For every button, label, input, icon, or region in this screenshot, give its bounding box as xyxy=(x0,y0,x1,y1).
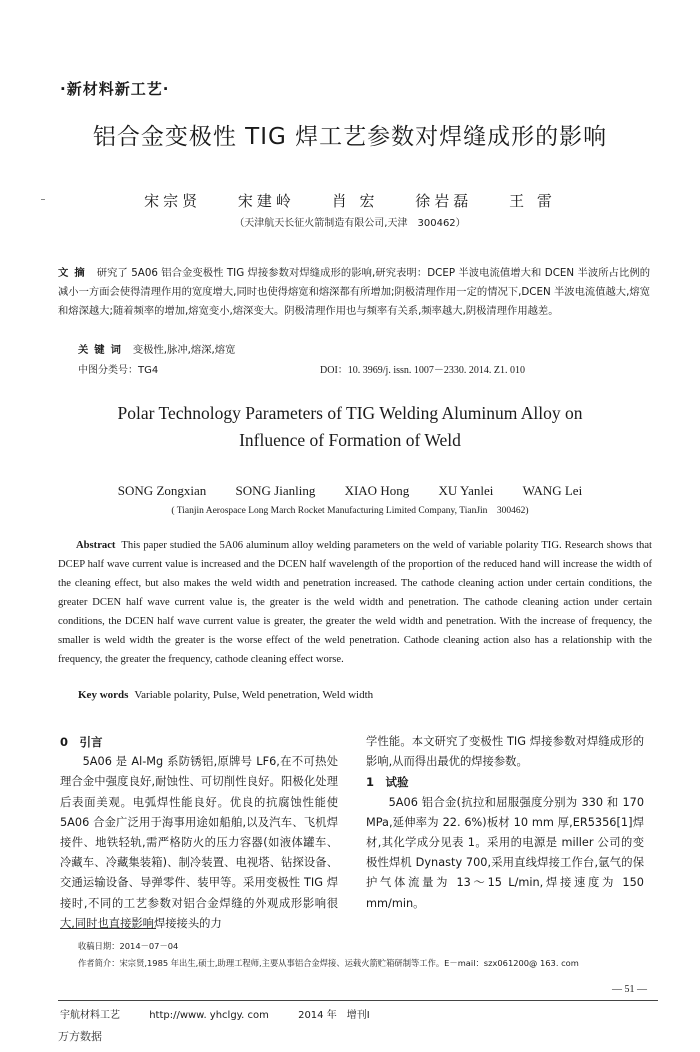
title-en-line-1: Polar Technology Parameters of TIG Welding Aluminum Alloy on xyxy=(117,403,583,423)
abstract-chinese xyxy=(58,264,650,321)
footnote-rule xyxy=(60,928,156,929)
keywords-english xyxy=(78,689,373,701)
author-en-1: SONG Zongxian xyxy=(117,483,207,498)
footnote-author-bio: 作者简介：宋宗贤,1985 年出生,硕士,助理工程师,主要从事铝合金焊接、运载火箭贮箱研制等工作。E－mail：szx061200@ 163. com xyxy=(78,958,579,968)
footnote-received: 收稿日期：2014－07－04 xyxy=(78,941,179,951)
journal-footer xyxy=(60,1006,660,1021)
authors-chinese xyxy=(0,190,700,211)
author-cn-2: 宋建岭 xyxy=(237,192,295,210)
affiliation-english: ( Tianjin Aerospace Long March Rocket Manufacturing Limited Company, TianJin 300462) xyxy=(171,506,529,516)
title-english xyxy=(0,400,700,454)
author-en-3: XIAO Hong xyxy=(344,483,410,498)
abstract-cn-text: 研究了 5A06 铝合金变极性 TIG 焊接参数对焊缝成形的影响,研究表明：DCEP 半波电流值增大和 DCEN 半波所占比例的减小一方面会使得清理作用的宽度增大,同时也使得熔宽和熔深都有所增加;阴极清理作用一定的情况下,DCEN 半波电流值越大,熔宽和熔深越大;随着频率的增加,熔宽变小,熔深变大。阴极清理作用也与频率有关系,频率越大,阴极清理作用越差。 xyxy=(58,267,650,317)
author-en-2: SONG Jianling xyxy=(235,483,316,498)
author-en-4: XU Yanlei xyxy=(438,483,494,498)
watermark: 万方数据 xyxy=(58,1030,102,1043)
abstract-english xyxy=(58,536,652,669)
keywords-en-text: Variable polarity, Pulse, Weld penetration, Weld width xyxy=(134,689,374,701)
author-cn-3: 肖 宏 xyxy=(331,192,379,210)
keywords-chinese xyxy=(78,341,235,356)
section-0-heading: 0 引言 xyxy=(60,735,103,749)
author-en-5: WANG Lei xyxy=(522,483,583,498)
abstract-en-text: This paper studied the 5A06 aluminum alloy welding parameters on the weld of variable polarity TIG. Research shows that DCEP half wave current value is increased and the DCEN half wavelength of the proportion of the reduced hand will increase the width of the cleaning effect, but also makes the weld width and penetration increased. The cathode cleaning action under certain conditions, the greater DCEN half wave current value is, the greater is the weld width and penetration. The cathode cleaning action under certain conditions, the DCEN half wave current value is greater, the greater the weld width and penetration. With the increase of frequency, the smaller is weld width the greater is the worse effect of the weld penetration. Cathode cleaning action also has a relationship with the frequency, the greater the frequency, cathode cleaning effect worse. xyxy=(58,540,652,665)
keywords-en-label: Key words xyxy=(78,689,129,701)
keywords-cn-text: 变极性,脉冲,熔深,熔宽 xyxy=(132,344,236,356)
section-0-paragraph: 5A06 是 Al-Mg 系防锈铝,原牌号 LF6,在不可热处理合金中强度良好,耐蚀性、可切削性良好。阳极化处理后表面美观。电弧焊性能良好。优良的抗腐蚀性能使 5A06 合金广泛用于海事用途如船舶,以及汽车、飞机焊接件、地铁轻轨,需严格防火的压力容器(如液体罐车、冷藏车、冷藏集装箱)、制冷装置、电视塔、钻探设备、交通运输设备、导弹零件、装甲等。采用变极性 TIG 焊接时,不同的工艺参数对铝合金焊缝的外观成形影响很大,同时也直接影响焊接接头的力 xyxy=(60,755,338,930)
title-en-line-2: Influence of Formation of Weld xyxy=(239,430,461,450)
section-tag: ·新材料新工艺· xyxy=(60,80,170,98)
classification-number: 中图分类号：TG4 xyxy=(78,365,159,376)
author-cn-5: 王 雷 xyxy=(509,192,556,210)
author-cn-1: 宋宗贤 xyxy=(144,192,202,210)
section-1-paragraph: 5A06 铝合金(抗拉和屈服强度分别为 330 和 170 MPa,延伸率为 22. 6%)板材 10 mm 厚,ER5356[1]焊材,其化学成分见表 1。采用的电源是 miller 公司的变极性焊机 Dynasty 700,采用直线焊接工作台,氩气的保护气体流量为 13～15 L/min,焊接速度为 150 mm/min。 xyxy=(366,795,644,910)
journal-url[interactable]: http://www. yhclgy. com xyxy=(149,1010,269,1021)
doi: DOI：10. 3969/j. issn. 1007－2330. 2014. Z1. 010 xyxy=(320,365,525,376)
body-column-left xyxy=(60,732,338,934)
authors-english xyxy=(0,483,700,499)
section-1-heading: 1 试验 xyxy=(366,775,409,790)
section-0-continuation: 学性能。本文研究了变极性 TIG 焊接参数对焊缝成形的影响,从而得出最优的焊接参数。 xyxy=(366,735,644,769)
title-chinese: 铝合金变极性 TIG 焊工艺参数对焊缝成形的影响 xyxy=(92,124,608,150)
footer-rule xyxy=(58,1000,658,1001)
abstract-en-label: Abstract xyxy=(76,540,116,551)
journal-name: 宇航材料工艺 xyxy=(60,1010,120,1021)
body-column-right xyxy=(366,732,644,914)
journal-issue: 2014 年 增刊Ⅰ xyxy=(298,1010,370,1021)
author-cn-4: 徐岩磊 xyxy=(415,192,473,210)
page-number: — 51 — xyxy=(612,984,647,995)
abstract-cn-label: 文摘 xyxy=(58,267,91,279)
affiliation-chinese: （天津航天长征火箭制造有限公司,天津 300462） xyxy=(234,218,466,229)
keywords-cn-label: 关键词 xyxy=(78,344,127,356)
